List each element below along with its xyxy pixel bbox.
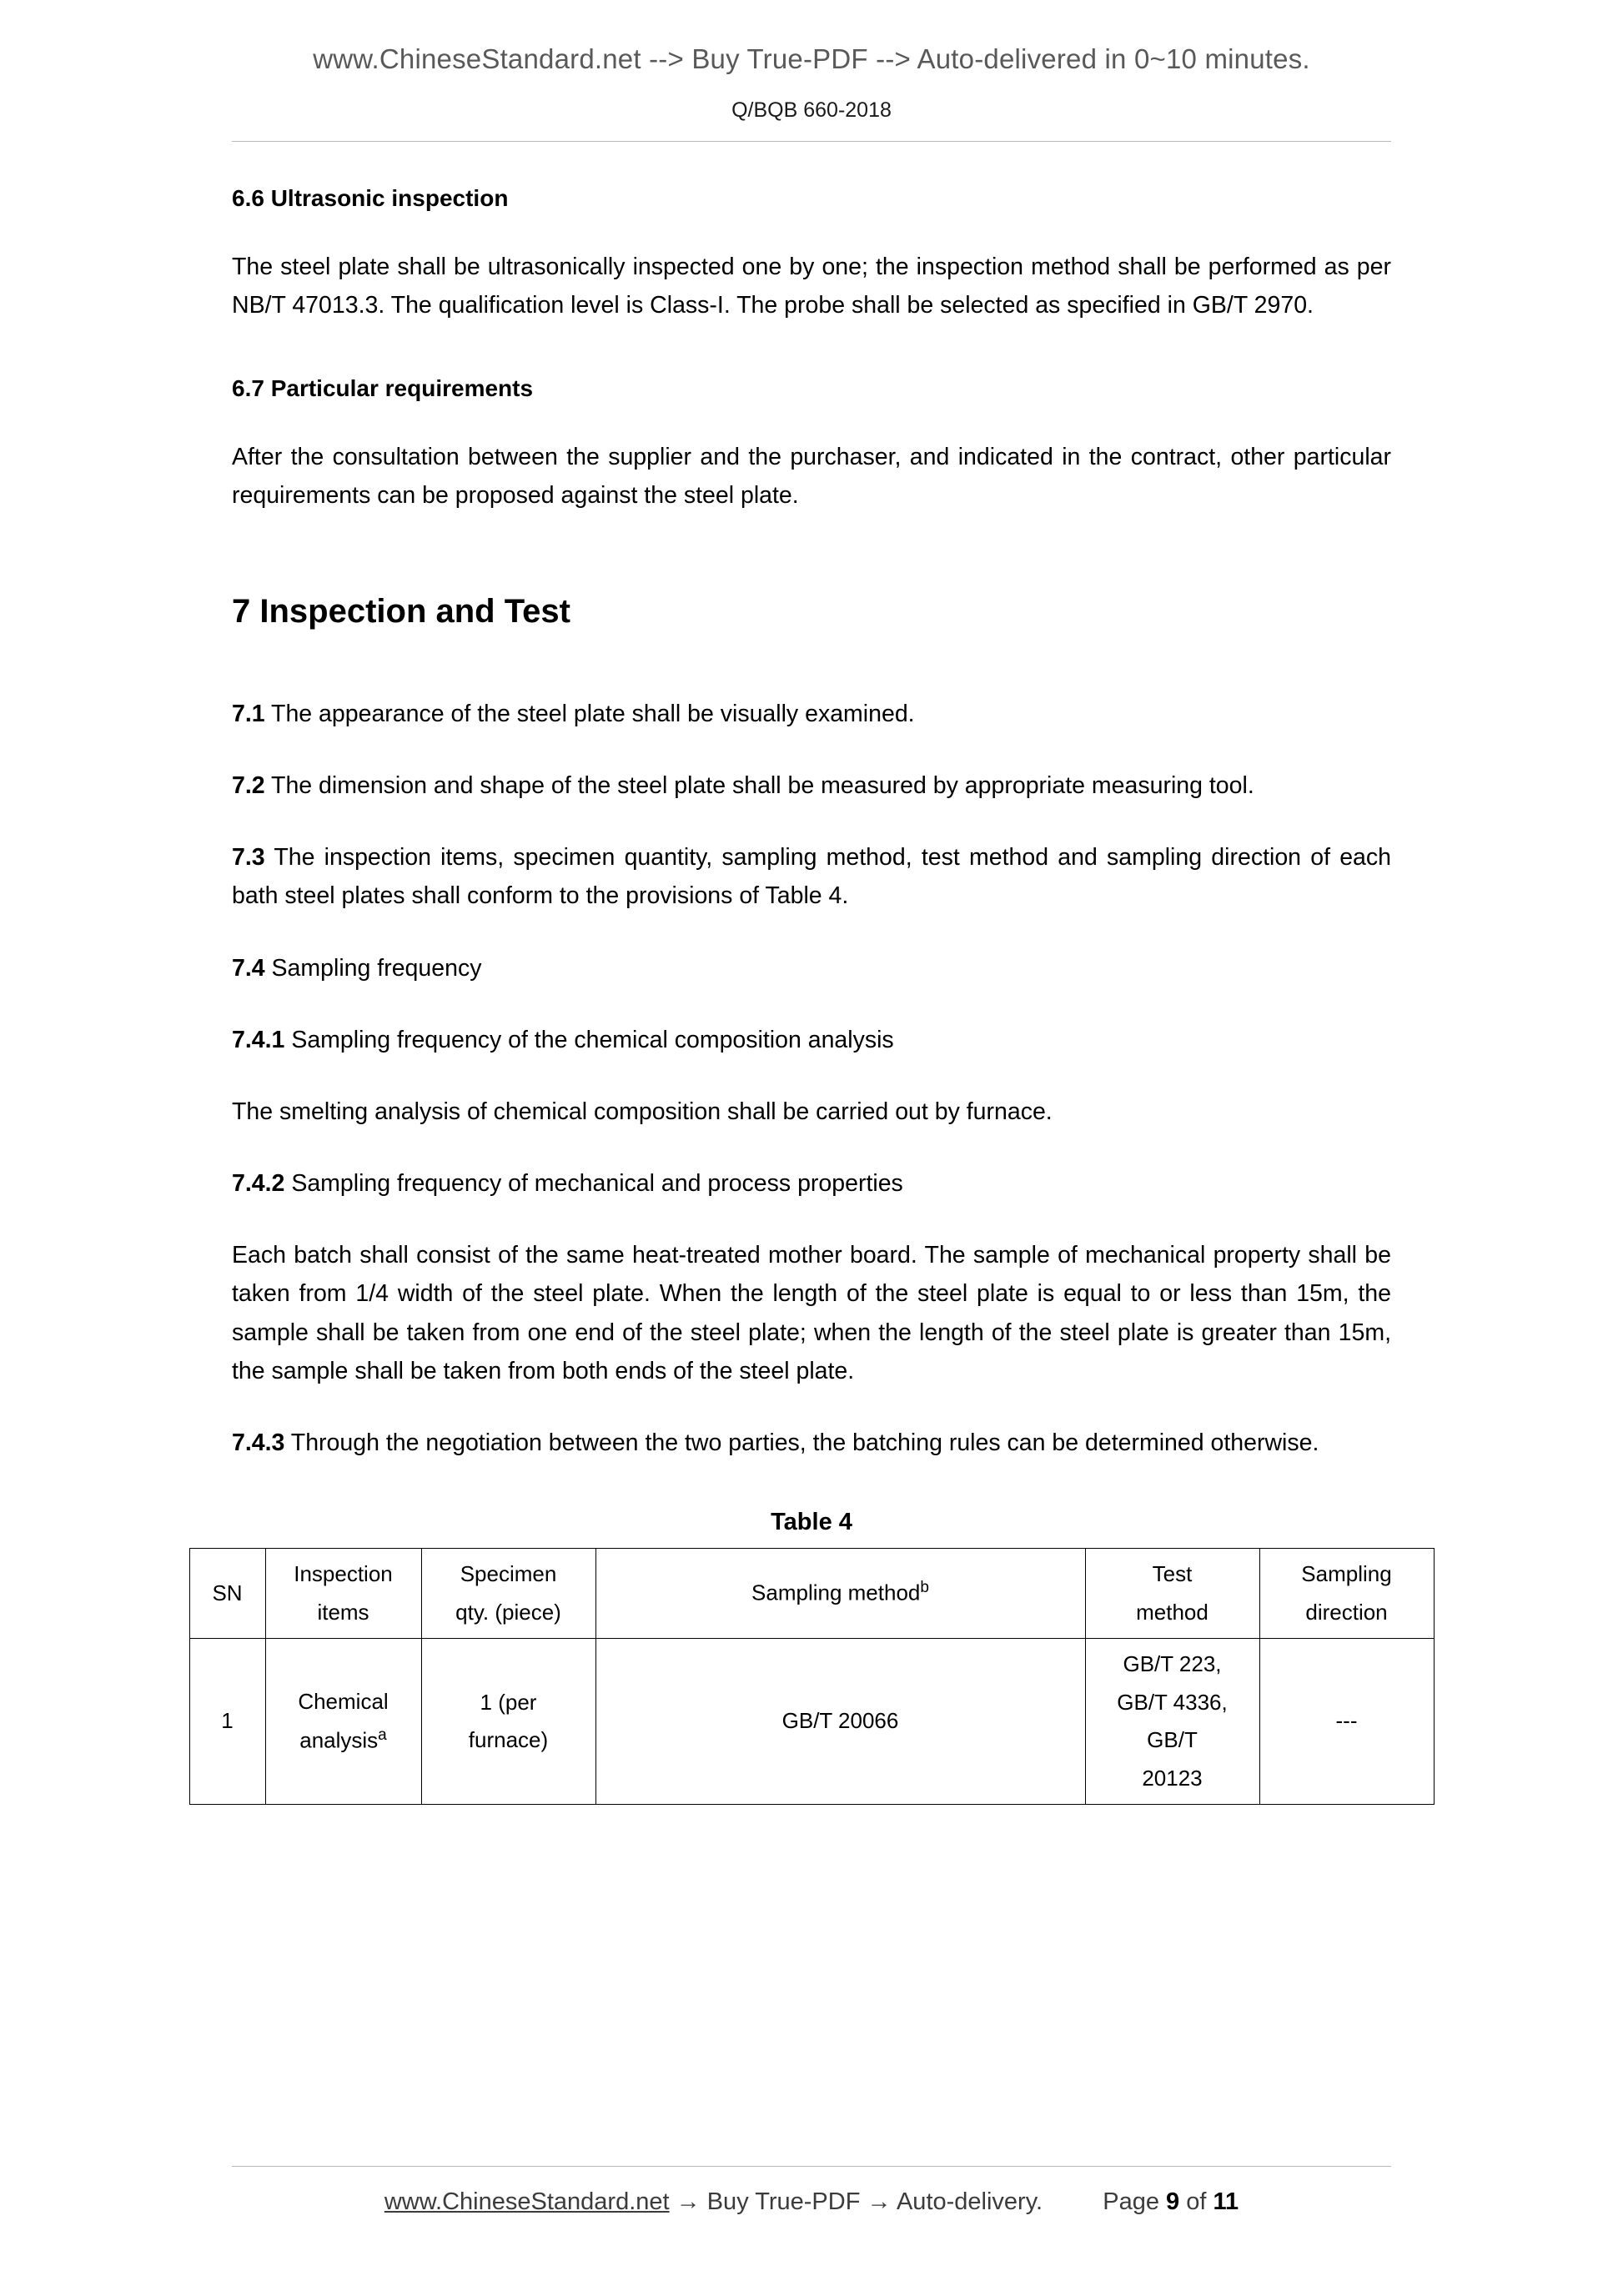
cell-specimen-qty-line1: 1 (per <box>480 1689 537 1715</box>
table-header-inspection-items <box>265 1549 421 1639</box>
footer-of-label: of <box>1186 2188 1207 2215</box>
section-7-heading: 7 Inspection and Test <box>232 593 570 630</box>
cell-test-method-line4: 20123 <box>1142 1765 1203 1791</box>
table-header-row <box>189 1549 1434 1639</box>
clause-7-1-number: 7.1 <box>232 701 265 727</box>
clause-7-4-2-text: Sampling frequency of mechanical and process properties <box>291 1170 903 1198</box>
cell-test-method <box>1085 1639 1259 1805</box>
section-6-6-paragraph: The steel plate shall be ultrasonically inspected one by one; the inspection method shall be performed as per NB/T 47013.3. The qualification level is Class-I. The probe shall be selected as specified in GB/T 2970. <box>232 254 1391 319</box>
section-6-6-heading: 6.6 Ultrasonic inspection <box>232 185 509 211</box>
cell-specimen-qty-line2: furnace) <box>468 1727 549 1753</box>
clause-7-4-1-text: Sampling frequency of the chemical composition analysis <box>291 1026 894 1053</box>
document-body <box>232 142 1391 1536</box>
footer-buy-text: Buy True-PDF <box>706 2188 861 2215</box>
footer-content <box>232 2188 1391 2216</box>
clause-7-2-text: The dimension and shape of the steel plate shall be measured by appropriate measuring tool. <box>271 772 1254 800</box>
clause-7-4-1-number: 7.4.1 <box>232 1026 285 1053</box>
cell-sn: 1 <box>189 1639 265 1805</box>
clause-7-1-text: The appearance of the steel plate shall be visually examined. <box>271 701 915 727</box>
table-header-specimen-qty <box>421 1549 595 1639</box>
table-header-sampling-method <box>595 1549 1085 1639</box>
clause-7-1 <box>232 695 1391 733</box>
section-6-7-heading: 6.7 Particular requirements <box>232 374 534 401</box>
cell-specimen-qty <box>421 1639 595 1805</box>
footer-arrow-2-icon: → <box>867 2188 892 2215</box>
cell-test-method-line3: GB/T <box>1147 1727 1198 1753</box>
clause-7-4-2 <box>232 1164 1391 1203</box>
table-header-specimen-qty-line2: qty. (piece) <box>455 1599 561 1625</box>
clause-7-3 <box>232 838 1391 915</box>
clause-7-4-number: 7.4 <box>232 954 265 982</box>
table-header-inspection-items-line2: items <box>317 1599 369 1625</box>
clause-7-3-number: 7.3 <box>232 844 265 872</box>
cell-inspection-items-footnote: a <box>378 1726 387 1744</box>
table-header-sampling-direction-line2: direction <box>1305 1599 1388 1625</box>
table-header-sn: SN <box>189 1549 265 1639</box>
table-header-sampling-method-text: Sampling method <box>751 1580 921 1606</box>
footer-page-label: Page <box>1103 2188 1159 2215</box>
clause-7-4-3-text: Through the negotiation between the two parties, the batching rules can be determined otherwise. <box>290 1429 1319 1456</box>
table-header-test-method <box>1085 1549 1259 1639</box>
clause-7-4-2-paragraph: Each batch shall consist of the same heat-treated mother board. The sample of mechanical property shall be taken from 1/4 width of the steel plate. When the length of the steel plate is equal to or less than 15m, the sample shall be taken from one end of the steel plate; when the length of the steel plate is greater than 15m, the sample shall be taken from both ends of the steel plate. <box>232 1242 1391 1384</box>
clause-7-4-text: Sampling frequency <box>271 954 482 982</box>
cell-sampling-method: GB/T 20066 <box>595 1639 1085 1805</box>
clause-7-4-1 <box>232 1021 1391 1059</box>
footer-divider <box>232 2166 1391 2167</box>
table-header-sampling-direction <box>1259 1549 1434 1639</box>
clause-7-2 <box>232 766 1391 805</box>
clause-7-4 <box>232 949 1391 987</box>
footer-page-number: 9 <box>1166 2188 1180 2215</box>
table-row <box>189 1639 1434 1805</box>
cell-inspection-items-line1: Chemical <box>298 1689 389 1715</box>
table-header-test-method-line2: method <box>1136 1599 1208 1625</box>
table-header-sampling-direction-line1: Sampling <box>1301 1561 1392 1587</box>
table-header-inspection-items-line1: Inspection <box>294 1561 393 1587</box>
table-header-test-method-line1: Test <box>1152 1561 1193 1587</box>
cell-sampling-direction: --- <box>1259 1639 1434 1805</box>
clause-7-4-3 <box>232 1424 1391 1462</box>
clause-7-2-number: 7.2 <box>232 772 265 800</box>
footer-delivery-text: Auto-delivery. <box>896 2188 1043 2215</box>
footer-page-total: 11 <box>1213 2188 1239 2215</box>
cell-inspection-items <box>265 1639 421 1805</box>
document-code: Q/BQB 660-2018 <box>731 98 892 122</box>
cell-inspection-items-line2: analysis <box>299 1727 379 1753</box>
footer-site-link[interactable]: www.ChineseStandard.net <box>384 2188 670 2215</box>
section-6-7-paragraph: After the consultation between the supplier and the purchaser, and indicated in the contract, other particular requirements can be proposed against the steel plate. <box>232 443 1391 509</box>
page-footer <box>0 2166 1623 2216</box>
table-4 <box>189 1548 1435 1805</box>
table-4-caption: Table 4 <box>771 1509 852 1536</box>
clause-7-3-text: The inspection items, specimen quantity, sampling method, test method and sampling direction of each bath steel plates shall conform to the provisions of Table 4. <box>232 844 1392 910</box>
footer-arrow-1-icon: → <box>676 2188 701 2215</box>
cell-test-method-line1: GB/T 223, <box>1123 1651 1222 1677</box>
cell-test-method-line2: GB/T 4336, <box>1117 1689 1228 1715</box>
clause-7-4-1-paragraph: The smelting analysis of chemical composition shall be carried out by furnace. <box>232 1098 1053 1125</box>
promo-banner: www.ChineseStandard.net --> Buy True-PDF --> Auto-delivered in 0~10 minutes. <box>313 43 1310 74</box>
table-header-sampling-method-footnote: b <box>920 1579 929 1597</box>
clause-7-4-2-number: 7.4.2 <box>232 1170 285 1198</box>
table-header-specimen-qty-line1: Specimen <box>460 1561 557 1587</box>
clause-7-4-3-number: 7.4.3 <box>232 1429 285 1456</box>
